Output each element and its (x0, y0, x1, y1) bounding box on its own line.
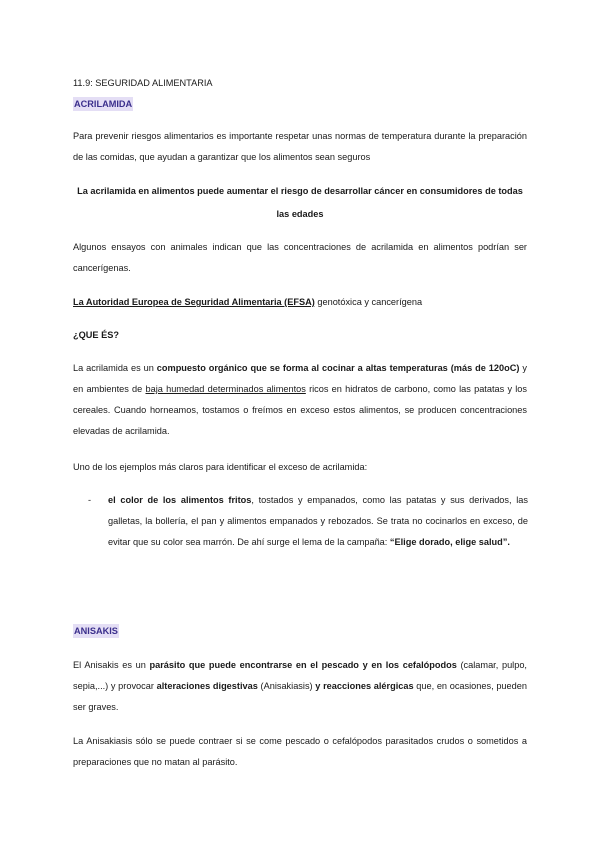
acrilamida-ensayos-paragraph: Algunos ensayos con animales indican que las concentraciones de acrilamida en alimentos podrían ser cancerígenas. (73, 242, 527, 273)
campaign-slogan: “Elige dorado, elige salud”. (389, 537, 510, 547)
acrilamida-intro-paragraph: Para prevenir riesgos alimentarios es importante respetar unas normas de temperatura durante la preparación de las comidas, que ayudan a garantizar que los alimentos sean seguros (73, 131, 527, 162)
acrilamida-highlight: La acrilamida en alimentos puede aumentar el riesgo de desarrollar cáncer en consumidores de todas las edades (77, 186, 523, 219)
anisakis-heading: ANISAKIS (74, 626, 118, 636)
definition-text-1: La acrilamida es un (73, 363, 157, 373)
definition-bold-compound: compuesto orgánico que se forma al cocinar a altas temperaturas (más de 120oC) (156, 363, 520, 373)
anisakis-text-2: (calamar, pulpo, sepia,...) y provocar (73, 660, 527, 691)
ejemplos-intro: Uno de los ejemplos más claros para identificar el exceso de acrilamida: (73, 462, 368, 472)
acrilamida-heading-row (73, 97, 527, 111)
ejemplo-text (108, 490, 528, 553)
definition-text-3: ricos en hidratos de carbono, como las patatas y los cereales. Cuando horneamos, tostamos o freímos en exceso estos alimentos, se producen concentraciones elevadas de acrilamida. (73, 384, 528, 436)
efsa-paragraph (73, 292, 527, 313)
definition-underlined-humidity: baja humedad determinados alimentos (145, 384, 306, 394)
efsa-classification: genotóxica y cancerígena (314, 297, 423, 307)
acrilamida-definition-paragraph (73, 358, 527, 442)
anisakis-text-1: El Anisakis es un (73, 660, 150, 670)
efsa-name: La Autoridad Europea de Seguridad Alimentaria (EFSA) (73, 297, 315, 307)
bullet-bold-fritos: el color de los alimentos fritos (108, 495, 252, 505)
anisakis-heading-row (73, 624, 527, 638)
anisakis-paragraph-1 (73, 655, 527, 718)
anisakis-bold-allergic: y reacciones alérgicas (315, 681, 414, 691)
anisakis-bold-parasite: parásito que puede encontrarse en el pescado y en los cefalópodos (149, 660, 457, 670)
anisakis-text-3: (Anisakiasis) (257, 681, 316, 691)
acrilamida-heading: ACRILAMIDA (74, 99, 133, 109)
anisakis-bold-digestive: alteraciones digestivas (156, 681, 258, 691)
bullet-dash: - (88, 495, 92, 505)
bullet-text-body: , tostados y empanados, como las patatas y sus derivados, las galletas, la bollería, el pan y alimentos empanados y rebozados. Se trata no cocinarlos en exceso, de evitar que su color sea marrón. De ahí surge el lema de la campaña: (108, 495, 528, 547)
anisakis-text-4: que, en ocasiones, pueden ser graves. (73, 681, 527, 712)
anisakis-paragraph-2: La Anisakiasis sólo se puede contraer si se come pescado o cefalópodos parasitados crudos o sometidos a preparaciones que no matan al parásito. (73, 736, 527, 767)
que-es-heading: ¿QUE ÉS? (73, 330, 119, 340)
section-title: 11.9: SEGURIDAD ALIMENTARIA (73, 78, 213, 88)
definition-text-2: y en ambientes de (73, 363, 527, 394)
